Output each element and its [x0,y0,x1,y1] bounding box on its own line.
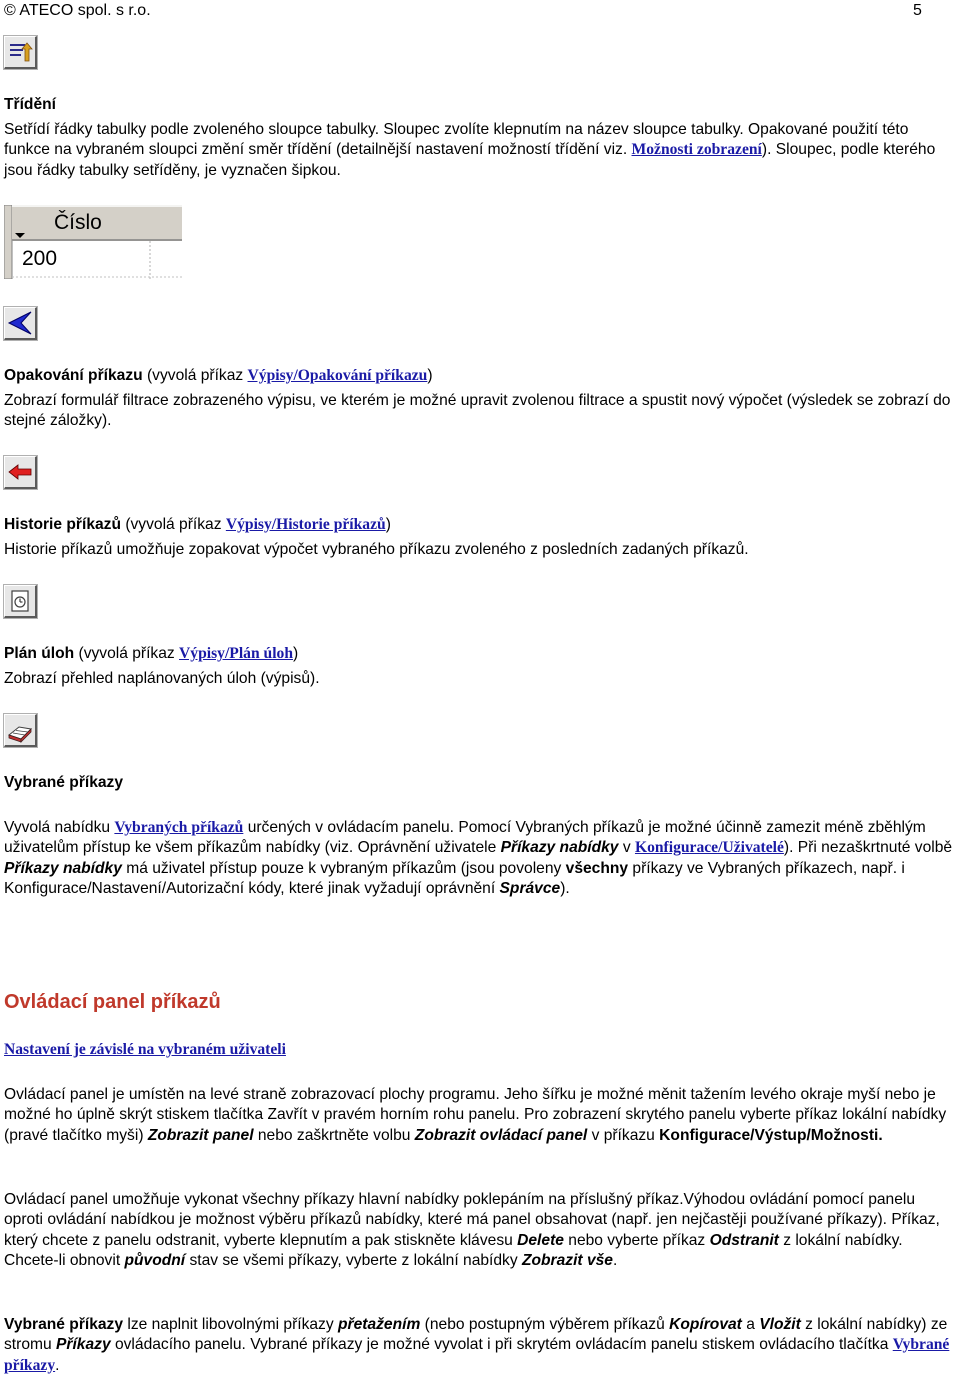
link-history[interactable]: Výpisy/Historie příkazů [225,516,386,533]
link-config-users[interactable]: Konfigurace/Uživatelé [634,839,784,857]
history-icon[interactable] [4,456,37,489]
repeat-command-description: Zobrazí formulář filtrace zobrazeného výpisu, ve kterém je možné upravit zvolenou filtrace a spustit nový výpočet (výsledek se zobrazí do stejné záložky). [4,392,951,430]
sorted-column-example [4,205,182,279]
plan-heading: Plán úloh (vyvolá příkaz Výpisy/Plán úloh) [4,645,299,662]
section-title-sorting: Třídění [4,96,56,113]
history-heading: Historie příkazů (vyvolá příkaz Výpisy/Historie příkazů) [4,516,391,533]
control-panel-p3: Vybrané příkazy lze naplnit libovolnými příkazy přetažením (nebo postupným výběrem příkazů Kopírovat a Vložit z lokální nabídky) ze stromu Příkazy ovládacího panelu. Vybrané příkazy je možné vyvolat i při skrytém ovládacím panelu stiskem ovládacího tlačítka Vybrané příkazy. [4,1316,950,1374]
sort-icon[interactable] [4,36,37,69]
link-repeat-command[interactable]: Výpisy/Opakování příkazu [247,367,428,384]
link-selected-commands[interactable]: Vybraných příkazů [114,819,244,836]
company-copyright: © ATECO spol. s r.o. [4,2,151,19]
selected-commands-title: Vybrané příkazy [4,774,124,791]
control-panel-heading: Ovládací panel příkazů [4,991,221,1013]
repeat-command-heading: Opakování příkazu (vyvolá příkaz Výpisy/Opakování příkazu) [4,367,433,384]
page-number: 5 [913,2,922,19]
control-panel-p2: Ovládací panel umožňuje vykonat všechny příkazy hlavní nabídky poklepáním na příslušný příkaz.Výhodou ovládání pomocí panelu oproti ovládání nabídkou je možnost výběru příkazů nabídky, které má panel obsahovat (např. jen nejčastěji používané příkazy). Příkaz, který chcete z panelu odstranit, vyberte klepnutím a pak stiskněte klávesu Delete nebo vyberte příkaz Odstranit z lokální nabídky. Chcete-li obnovit původní stav se všemi příkazy, vyberte z lokální nabídky Zobrazit vše. [4,1191,940,1270]
selected-commands-description: Vyvolá nabídku Vybraných příkazů určených v ovládacím panelu. Pomocí Vybraných příkazů je možné účinně zamezit méně zběhlým uživatelům přístup ke všem příkazům nabídky (viz. Oprávnění uživatele Příkazy nabídky v Konfigurace/Uživatelé). Při nezaškrtnuté volbě Příkazy nabídky má uživatel přístup pouze k vybraným příkazům (jsou povoleny všechny příkazy ve Vybraných příkazech, např. i Konfigurace/Nastavení/Autorizační kódy, které jinak vyžadují oprávnění Správce). [4,819,953,898]
cell-value: 200 [22,247,58,270]
link-display-options[interactable]: Možnosti zobrazení [631,141,762,159]
link-plan[interactable]: Výpisy/Plán úloh [179,645,293,662]
plan-description: Zobrazí přehled naplánovaných úloh (výpisů). [4,670,320,687]
schedule-icon[interactable] [4,585,37,618]
link-user-dependent-settings[interactable]: Nastavení je závislé na vybraném uživateli [4,1041,286,1058]
sorting-description: Setřídí řádky tabulky podle zvoleného sloupce tabulky. Sloupec zvolíte klepnutím na název sloupce tabulky. Opakované použití této funkce na vybraném sloupci změní směr třídění (detailnější nastavení možností třídění viz. Možnosti zobrazení). Sloupec, podle kterého jsou řádky tabulky setříděny, je vyznačen šipkou. [4,121,936,179]
history-description: Historie příkazů umožňuje zopakovat výpočet vybraného příkazu zvoleného z posledních zadaných příkazů. [4,541,749,558]
link-selected-commands-button[interactable]: Vybrané příkazy [4,1336,950,1374]
column-header-cislo[interactable]: Číslo [54,211,102,234]
repeat-command-icon[interactable] [4,307,37,340]
selected-commands-icon[interactable] [4,714,37,747]
control-panel-p1: Ovládací panel je umístěn na levé straně zobrazovací plochy programu. Jeho šířku je možné měnit tažením levého okraje myší nebo je možné ho úplně skrýt stiskem tlačítka Zavřít v pravém horním rohu panelu. Pro zobrazení skrytého panelu vyberte příkaz lokální nabídky (pravé tlačítko myši) Zobrazit panel nebo zaškrtněte volbu Zobrazit ovládací panel v příkazu Konfigurace/Výstup/Možnosti. [4,1086,947,1144]
